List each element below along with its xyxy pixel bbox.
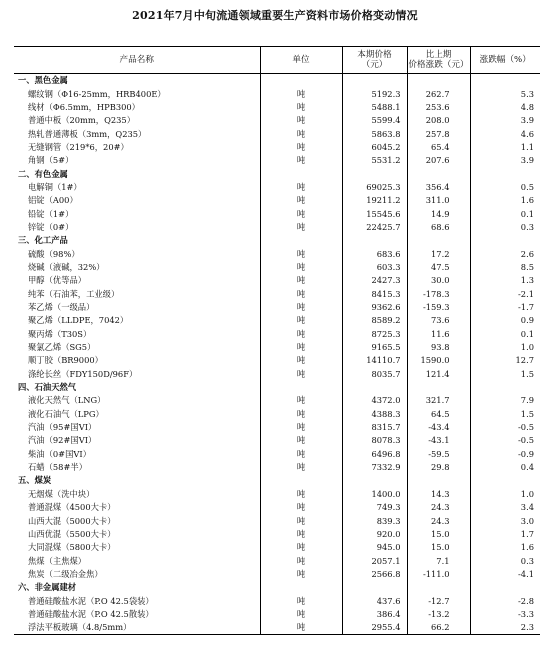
price-cell: 7332.9 bbox=[342, 461, 407, 474]
table-row bbox=[14, 394, 540, 407]
page-title: 2021年7月中旬流通领域重要生产资料市场价格变动情况 bbox=[132, 9, 418, 22]
category-row bbox=[14, 381, 540, 394]
category-name: 四、石油天然气 bbox=[18, 382, 77, 393]
product-name: 无烟煤（洗中块） bbox=[28, 488, 95, 499]
price-cell: 603.3 bbox=[342, 261, 407, 274]
table-row bbox=[14, 301, 540, 314]
price-cell: 2427.3 bbox=[342, 274, 407, 287]
change-cell: 14.3 bbox=[407, 488, 470, 501]
change-cell bbox=[407, 74, 470, 88]
change-cell: 68.6 bbox=[407, 221, 470, 234]
table-row bbox=[14, 608, 540, 621]
unit-cell: 吨 bbox=[260, 621, 342, 635]
price-cell: 6496.8 bbox=[342, 448, 407, 461]
pct-cell: 1.5 bbox=[470, 368, 540, 381]
change-cell: 7.1 bbox=[407, 554, 470, 567]
table-row bbox=[14, 261, 540, 274]
product-name: 浮法平板玻璃（4.8/5mm） bbox=[14, 621, 260, 635]
product-name: 聚氯乙烯（SG5） bbox=[28, 342, 96, 353]
pct-cell: -0.5 bbox=[470, 434, 540, 447]
product-name: 涤纶长丝（FDY150D/96F） bbox=[28, 368, 138, 379]
price-cell: 749.3 bbox=[342, 501, 407, 514]
unit-cell: 吨 bbox=[260, 461, 342, 474]
pct-cell: -2.1 bbox=[470, 288, 540, 301]
price-cell: 14110.7 bbox=[342, 354, 407, 367]
change-cell: -43.4 bbox=[407, 421, 470, 434]
pct-cell: -2.8 bbox=[470, 594, 540, 607]
product-name: 山西优混（5500大卡） bbox=[28, 528, 116, 539]
unit-cell: 吨 bbox=[260, 274, 342, 287]
change-cell: 93.8 bbox=[407, 341, 470, 354]
table-row bbox=[14, 568, 540, 581]
product-name: 电解铜（1#） bbox=[28, 181, 82, 192]
change-cell: 208.0 bbox=[407, 114, 470, 127]
unit-cell: 吨 bbox=[260, 488, 342, 501]
product-name: 苯乙烯（一级品） bbox=[28, 302, 95, 313]
pct-cell: 3.4 bbox=[470, 501, 540, 514]
change-cell: 311.0 bbox=[407, 194, 470, 207]
pct-cell: 2.6 bbox=[470, 247, 540, 260]
table-row bbox=[14, 314, 540, 327]
price-cell: 22425.7 bbox=[342, 221, 407, 234]
change-cell: 15.0 bbox=[407, 528, 470, 541]
unit-cell: 吨 bbox=[260, 154, 342, 167]
pct-cell: 3.9 bbox=[470, 154, 540, 167]
unit-cell: 吨 bbox=[260, 501, 342, 514]
change-cell bbox=[407, 474, 470, 487]
category-name: 二、有色金属 bbox=[18, 168, 68, 179]
table-row bbox=[14, 461, 540, 474]
change-cell: 207.6 bbox=[407, 154, 470, 167]
price-cell: 69025.3 bbox=[342, 181, 407, 194]
price-cell: 683.6 bbox=[342, 247, 407, 260]
header-price-line2: （元） bbox=[361, 60, 388, 70]
table-row bbox=[14, 328, 540, 341]
change-cell: 66.2 bbox=[407, 621, 470, 635]
unit-cell: 吨 bbox=[260, 408, 342, 421]
price-cell: 5488.1 bbox=[342, 101, 407, 114]
pct-cell: 0.1 bbox=[470, 328, 540, 341]
price-cell bbox=[342, 581, 407, 594]
table-row bbox=[14, 541, 540, 554]
price-cell: 4372.0 bbox=[342, 394, 407, 407]
price-cell: 839.3 bbox=[342, 514, 407, 527]
price-cell: 5192.3 bbox=[342, 87, 407, 100]
price-cell: 2057.1 bbox=[342, 554, 407, 567]
product-name: 柴油（0#国VI） bbox=[28, 448, 91, 459]
product-name: 汽油（95#国VI） bbox=[28, 422, 97, 433]
product-name: 硫酸（98%） bbox=[28, 248, 80, 259]
product-name: 顺丁胶（BR9000） bbox=[28, 355, 103, 366]
unit-cell: 吨 bbox=[260, 394, 342, 407]
header-product: 产品名称 bbox=[119, 54, 154, 65]
category-name: 一、黑色金属 bbox=[18, 75, 68, 86]
table-row bbox=[14, 288, 540, 301]
change-cell: -13.2 bbox=[407, 608, 470, 621]
pct-cell: 7.9 bbox=[470, 394, 540, 407]
product-name: 纯苯（石油苯，工业级） bbox=[28, 288, 120, 299]
pct-cell bbox=[470, 581, 540, 594]
unit-cell: 吨 bbox=[260, 434, 342, 447]
pct-cell bbox=[470, 381, 540, 394]
unit-cell: 吨 bbox=[260, 528, 342, 541]
pct-cell: 12.7 bbox=[470, 354, 540, 367]
category-name: 五、煤炭 bbox=[18, 475, 52, 486]
change-cell: -159.3 bbox=[407, 301, 470, 314]
product-name: 螺纹钢（Φ16-25mm，HRB400E） bbox=[28, 88, 166, 99]
change-cell: 11.6 bbox=[407, 328, 470, 341]
unit-cell: 吨 bbox=[260, 554, 342, 567]
product-name: 聚丙烯（T30S） bbox=[28, 328, 92, 339]
unit-cell: 吨 bbox=[260, 141, 342, 154]
category-row bbox=[14, 167, 540, 180]
pct-cell: 1.6 bbox=[470, 541, 540, 554]
change-cell: -43.1 bbox=[407, 434, 470, 447]
pct-cell bbox=[470, 167, 540, 180]
change-cell: 47.5 bbox=[407, 261, 470, 274]
change-cell: 257.8 bbox=[407, 127, 470, 140]
change-cell: 262.7 bbox=[407, 87, 470, 100]
product-name: 液化天然气（LNG） bbox=[28, 395, 106, 406]
price-cell: 8589.2 bbox=[342, 314, 407, 327]
pct-cell: 1.6 bbox=[470, 194, 540, 207]
change-cell: 65.4 bbox=[407, 141, 470, 154]
product-name: 普通硅酸盐水泥（P.O 42.5袋装） bbox=[28, 595, 154, 606]
price-cell: 8078.3 bbox=[342, 434, 407, 447]
table-row bbox=[14, 594, 540, 607]
table-row bbox=[14, 354, 540, 367]
pct-cell: 3.9 bbox=[470, 114, 540, 127]
price-cell: 9165.5 bbox=[342, 341, 407, 354]
unit-cell: 吨 bbox=[260, 354, 342, 367]
pct-cell: 0.1 bbox=[470, 207, 540, 220]
price-cell bbox=[342, 234, 407, 247]
pct-cell: -3.3 bbox=[470, 608, 540, 621]
table-row bbox=[14, 434, 540, 447]
unit-cell: 吨 bbox=[260, 341, 342, 354]
unit-cell bbox=[260, 474, 342, 487]
product-name: 焦煤（主焦煤） bbox=[28, 555, 87, 566]
change-cell: 29.8 bbox=[407, 461, 470, 474]
price-cell: 2955.4 bbox=[342, 621, 407, 635]
unit-cell bbox=[260, 581, 342, 594]
unit-cell: 吨 bbox=[260, 247, 342, 260]
table-header bbox=[14, 47, 540, 74]
unit-cell: 吨 bbox=[260, 181, 342, 194]
header-pct: 涨跌幅（%） bbox=[470, 47, 540, 74]
price-cell: 437.6 bbox=[342, 594, 407, 607]
pct-cell: 1.7 bbox=[470, 528, 540, 541]
product-name: 山西大混（5000大卡） bbox=[28, 515, 116, 526]
product-name: 液化石油气（LPG） bbox=[28, 408, 104, 419]
table-row bbox=[14, 488, 540, 501]
pct-cell: 1.0 bbox=[470, 341, 540, 354]
change-cell: 121.4 bbox=[407, 368, 470, 381]
pct-cell: 1.0 bbox=[470, 488, 540, 501]
price-cell bbox=[342, 167, 407, 180]
product-name: 普通混煤（4500大卡） bbox=[28, 502, 116, 513]
unit-cell bbox=[260, 381, 342, 394]
pct-cell: 0.5 bbox=[470, 181, 540, 194]
category-row bbox=[14, 581, 540, 594]
category-name: 三、化工产品 bbox=[18, 235, 68, 246]
product-name: 普通硅酸盐水泥（P.O 42.5散装） bbox=[28, 608, 154, 619]
unit-cell: 吨 bbox=[260, 328, 342, 341]
table-row bbox=[14, 87, 540, 100]
header-change-line2: 价格涨跌（元） bbox=[408, 60, 469, 70]
price-cell bbox=[342, 74, 407, 88]
change-cell: 64.5 bbox=[407, 408, 470, 421]
change-cell: 73.6 bbox=[407, 314, 470, 327]
pct-cell: 8.5 bbox=[470, 261, 540, 274]
change-cell: 14.9 bbox=[407, 207, 470, 220]
product-name: 焦炭（二级冶金焦） bbox=[28, 568, 103, 579]
unit-cell: 吨 bbox=[260, 114, 342, 127]
header-change-line1: 比上期 bbox=[425, 49, 452, 60]
price-cell: 5531.2 bbox=[342, 154, 407, 167]
price-cell: 5863.8 bbox=[342, 127, 407, 140]
pct-cell: 0.9 bbox=[470, 314, 540, 327]
pct-cell: 3.0 bbox=[470, 514, 540, 527]
change-cell: -178.3 bbox=[407, 288, 470, 301]
unit-cell: 吨 bbox=[260, 207, 342, 220]
change-cell: 24.3 bbox=[407, 501, 470, 514]
table-row bbox=[14, 194, 540, 207]
table-row bbox=[14, 101, 540, 114]
pct-cell: 4.8 bbox=[470, 101, 540, 114]
table-row bbox=[14, 408, 540, 421]
price-cell: 8725.3 bbox=[342, 328, 407, 341]
unit-cell: 吨 bbox=[260, 368, 342, 381]
change-cell bbox=[407, 167, 470, 180]
change-cell bbox=[407, 381, 470, 394]
unit-cell: 吨 bbox=[260, 221, 342, 234]
price-cell bbox=[342, 381, 407, 394]
change-cell: 356.4 bbox=[407, 181, 470, 194]
pct-cell bbox=[470, 74, 540, 88]
table-row bbox=[14, 141, 540, 154]
product-name: 角钢（5#） bbox=[28, 155, 74, 166]
product-name: 烧碱（液碱，32%） bbox=[28, 261, 105, 272]
unit-cell: 吨 bbox=[260, 301, 342, 314]
product-name: 聚乙烯（LLDPE，7042） bbox=[28, 315, 129, 326]
change-cell bbox=[407, 581, 470, 594]
change-cell: 15.0 bbox=[407, 541, 470, 554]
change-cell: 24.3 bbox=[407, 514, 470, 527]
pct-cell: -1.7 bbox=[470, 301, 540, 314]
unit-cell bbox=[260, 234, 342, 247]
table-row bbox=[14, 528, 540, 541]
table-row bbox=[14, 221, 540, 234]
change-cell: -111.0 bbox=[407, 568, 470, 581]
header-change bbox=[407, 47, 470, 74]
product-name: 无缝钢管（219*6，20#） bbox=[28, 141, 129, 152]
table-row bbox=[14, 448, 540, 461]
pct-cell: 2.3 bbox=[470, 621, 540, 635]
header-price bbox=[342, 47, 407, 74]
unit-cell: 吨 bbox=[260, 87, 342, 100]
product-name: 大同混煤（5800大卡） bbox=[28, 542, 116, 553]
unit-cell: 吨 bbox=[260, 194, 342, 207]
pct-cell: -0.5 bbox=[470, 421, 540, 434]
table-row bbox=[14, 368, 540, 381]
table-row bbox=[14, 154, 540, 167]
unit-cell: 吨 bbox=[260, 514, 342, 527]
table-row bbox=[14, 341, 540, 354]
product-name: 普通中板（20mm，Q235） bbox=[28, 115, 136, 126]
unit-cell: 吨 bbox=[260, 127, 342, 140]
pct-cell: 5.3 bbox=[470, 87, 540, 100]
table-row bbox=[14, 501, 540, 514]
price-cell: 8035.7 bbox=[342, 368, 407, 381]
unit-cell: 吨 bbox=[260, 448, 342, 461]
table-row bbox=[14, 247, 540, 260]
price-table bbox=[14, 46, 540, 635]
category-row bbox=[14, 74, 540, 88]
pct-cell: 0.4 bbox=[470, 461, 540, 474]
price-cell: 5599.4 bbox=[342, 114, 407, 127]
table-row bbox=[14, 207, 540, 220]
table-row bbox=[14, 421, 540, 434]
pct-cell: 0.3 bbox=[470, 221, 540, 234]
pct-cell bbox=[470, 234, 540, 247]
price-cell: 2566.8 bbox=[342, 568, 407, 581]
price-cell: 8415.3 bbox=[342, 288, 407, 301]
pct-cell: 1.3 bbox=[470, 274, 540, 287]
change-cell: 30.0 bbox=[407, 274, 470, 287]
unit-cell: 吨 bbox=[260, 314, 342, 327]
unit-cell: 吨 bbox=[260, 568, 342, 581]
change-cell: 321.7 bbox=[407, 394, 470, 407]
price-cell: 15545.6 bbox=[342, 207, 407, 220]
table-body bbox=[14, 74, 540, 635]
product-name: 铝锭（A00） bbox=[28, 195, 78, 206]
product-name: 锌锭（0#） bbox=[28, 221, 74, 232]
pct-cell: 4.6 bbox=[470, 127, 540, 140]
change-cell: 1590.0 bbox=[407, 354, 470, 367]
unit-cell: 吨 bbox=[260, 541, 342, 554]
unit-cell: 吨 bbox=[260, 261, 342, 274]
table-row bbox=[14, 274, 540, 287]
change-cell: -59.5 bbox=[407, 448, 470, 461]
change-cell bbox=[407, 234, 470, 247]
price-cell: 1400.0 bbox=[342, 488, 407, 501]
pct-cell bbox=[470, 474, 540, 487]
price-cell: 19211.2 bbox=[342, 194, 407, 207]
category-row bbox=[14, 234, 540, 247]
header-unit: 单位 bbox=[260, 47, 342, 74]
product-name: 汽油（92#国VI） bbox=[28, 435, 97, 446]
change-cell: 17.2 bbox=[407, 247, 470, 260]
unit-cell bbox=[260, 74, 342, 88]
unit-cell: 吨 bbox=[260, 101, 342, 114]
category-name: 六、非金属建材 bbox=[18, 582, 77, 593]
category-row bbox=[14, 474, 540, 487]
table-row bbox=[14, 554, 540, 567]
change-cell: -12.7 bbox=[407, 594, 470, 607]
table-row bbox=[14, 181, 540, 194]
unit-cell: 吨 bbox=[260, 594, 342, 607]
product-name: 线材（Φ6.5mm，HPB300） bbox=[28, 101, 140, 112]
pct-cell: 1.1 bbox=[470, 141, 540, 154]
table-row bbox=[14, 621, 540, 635]
price-cell: 6045.2 bbox=[342, 141, 407, 154]
table-row bbox=[14, 514, 540, 527]
price-cell: 945.0 bbox=[342, 541, 407, 554]
price-cell: 9362.6 bbox=[342, 301, 407, 314]
product-name: 石蜡（58#半） bbox=[28, 462, 87, 473]
price-cell bbox=[342, 474, 407, 487]
table-row bbox=[14, 114, 540, 127]
header-price-line1: 本期价格 bbox=[357, 49, 392, 60]
pct-cell: -0.9 bbox=[470, 448, 540, 461]
price-cell: 920.0 bbox=[342, 528, 407, 541]
unit-cell: 吨 bbox=[260, 288, 342, 301]
unit-cell bbox=[260, 167, 342, 180]
product-name: 甲醇（优等品） bbox=[28, 275, 87, 286]
product-name: 热轧普通薄板（3mm，Q235） bbox=[28, 128, 147, 139]
product-name: 铅锭（1#） bbox=[28, 208, 74, 219]
pct-cell: 0.3 bbox=[470, 554, 540, 567]
pct-cell: -4.1 bbox=[470, 568, 540, 581]
price-cell: 8315.7 bbox=[342, 421, 407, 434]
unit-cell: 吨 bbox=[260, 421, 342, 434]
table-row bbox=[14, 127, 540, 140]
unit-cell: 吨 bbox=[260, 608, 342, 621]
change-cell: 253.6 bbox=[407, 101, 470, 114]
price-cell: 386.4 bbox=[342, 608, 407, 621]
pct-cell: 1.5 bbox=[470, 408, 540, 421]
price-cell: 4388.3 bbox=[342, 408, 407, 421]
